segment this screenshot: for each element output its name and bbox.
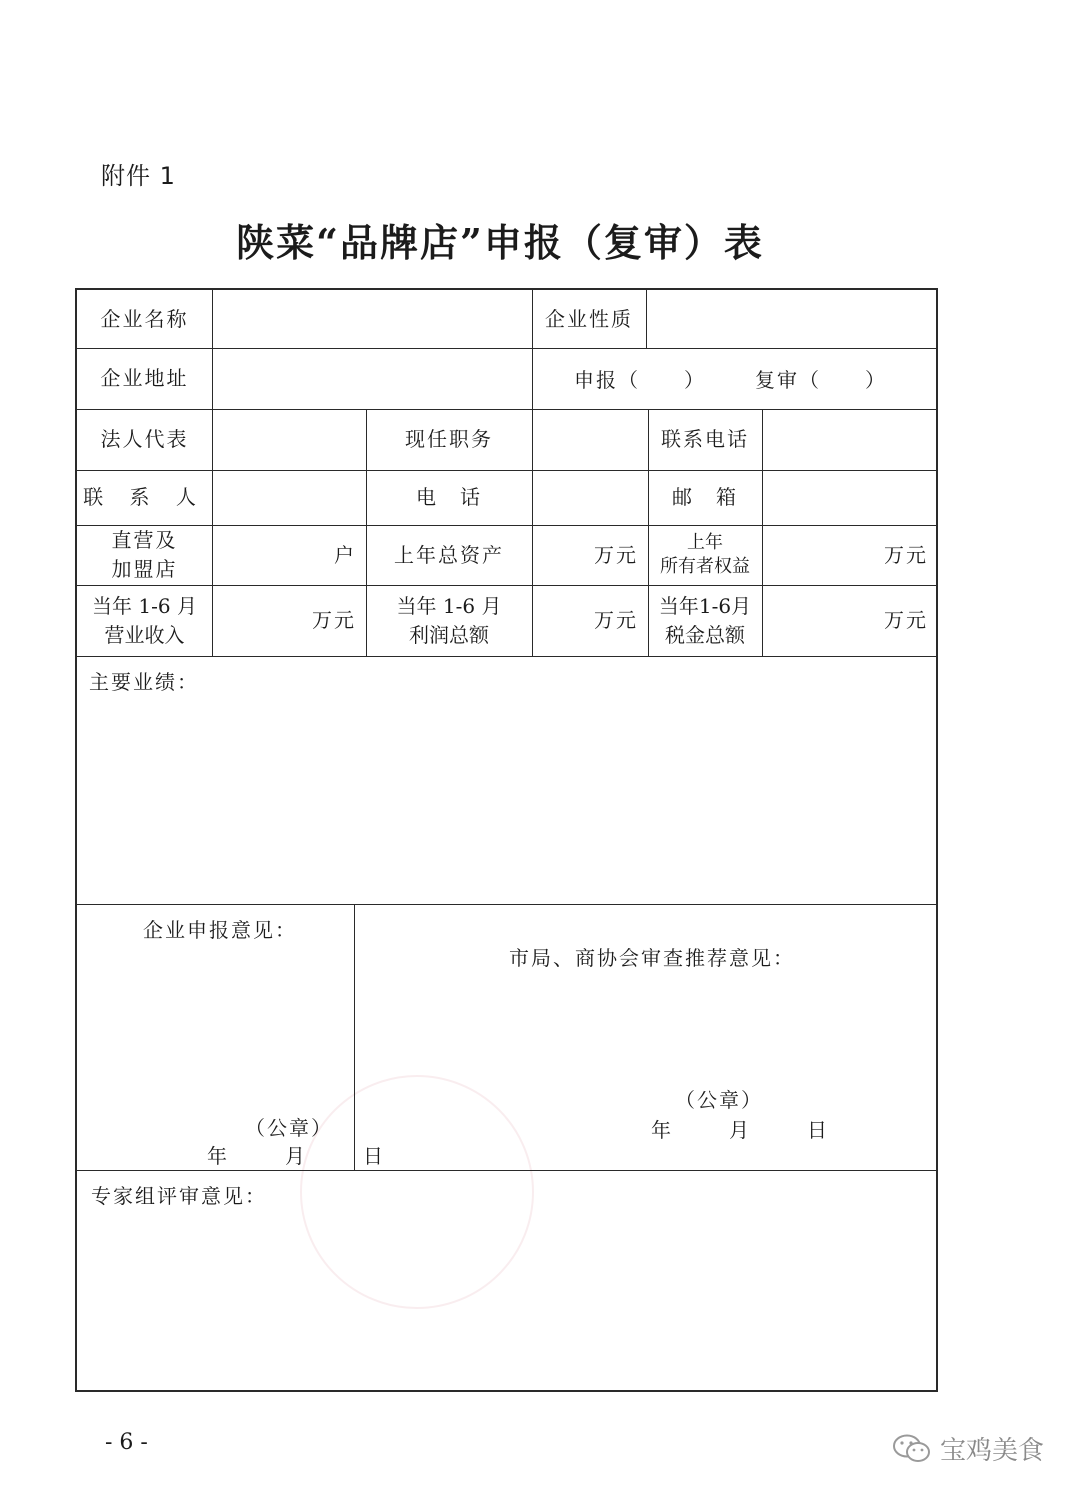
application-form	[75, 288, 938, 1392]
label-owner-equity	[648, 525, 762, 585]
label-tax-line1: 当年1-6月	[658, 593, 752, 618]
label-tax	[648, 585, 762, 656]
label-contact-phone: 联系电话	[661, 427, 749, 451]
field-company-name[interactable]	[214, 290, 530, 348]
label-tax-line2: 税金总额	[665, 622, 745, 647]
unit-assets: 万元	[594, 542, 638, 567]
field-expert-opinion[interactable]	[77, 1210, 938, 1390]
attachment-label: 附件 1	[101, 162, 176, 190]
field-achievements[interactable]	[77, 696, 938, 902]
row-divider	[77, 656, 938, 657]
bureau-date: 年 月 日	[651, 1118, 833, 1142]
label-legal-rep: 法人代表	[100, 427, 189, 451]
unit-tax: 万元	[884, 608, 928, 632]
label-contact-person: 联 系 人	[83, 485, 206, 509]
unit-stores: 户	[334, 542, 356, 567]
wechat-icon	[892, 1433, 932, 1465]
col-divider	[354, 904, 355, 1170]
label-company-address: 企业地址	[100, 366, 189, 390]
field-company-address[interactable]	[214, 348, 530, 409]
label-bureau-opinion: 市局、商协会审查推荐意见：	[509, 946, 795, 970]
watermark-text: 宝鸡美食	[939, 1436, 1044, 1466]
label-stores	[77, 525, 212, 585]
label-profit	[366, 585, 532, 656]
label-expert-opinion: 专家组评审意见：	[91, 1184, 267, 1208]
watermark	[892, 1430, 1044, 1467]
col-divider	[762, 409, 763, 656]
label-profit-line2: 利润总额	[409, 622, 489, 647]
label-equity-line1: 上年	[687, 531, 723, 553]
label-phone: 电 话	[416, 485, 482, 509]
label-equity-line2: 所有者权益	[660, 556, 750, 577]
label-revenue-line1: 当年 1-6 月	[92, 593, 197, 618]
company-seal: （公章）	[245, 1116, 333, 1140]
label-total-assets: 上年总资产	[394, 542, 504, 567]
label-revenue-line2: 营业收入	[104, 622, 185, 647]
label-company-name: 企业名称	[100, 306, 189, 331]
label-position: 现任职务	[405, 427, 493, 451]
row-divider	[77, 904, 938, 905]
label-achievements: 主要业绩：	[89, 670, 199, 694]
field-company-type[interactable]	[648, 290, 938, 348]
label-email: 邮 箱	[672, 485, 738, 509]
unit-profit: 万元	[594, 608, 638, 632]
col-divider	[532, 409, 533, 656]
option-apply[interactable]: 申报（ ）	[574, 368, 706, 392]
row-divider	[77, 1170, 938, 1171]
label-company-opinion: 企业申报意见：	[143, 918, 297, 942]
bureau-seal: （公章）	[675, 1088, 763, 1112]
label-stores-line2: 加盟店	[111, 557, 178, 581]
form-title: 陕菜“品牌店”申报（复审）表	[236, 220, 764, 265]
label-company-type: 企业性质	[545, 306, 633, 331]
unit-equity: 万元	[884, 542, 928, 567]
page-number: - 6 -	[105, 1430, 148, 1455]
label-stores-line1: 直营及	[111, 528, 178, 552]
col-divider	[212, 290, 213, 656]
col-divider	[646, 290, 647, 348]
label-revenue	[77, 585, 212, 656]
unit-revenue: 万元	[312, 608, 356, 632]
option-review[interactable]: 复审（ ）	[755, 368, 887, 392]
company-date: 年 月 日	[207, 1144, 389, 1168]
label-profit-line1: 当年 1-6 月	[396, 593, 502, 618]
